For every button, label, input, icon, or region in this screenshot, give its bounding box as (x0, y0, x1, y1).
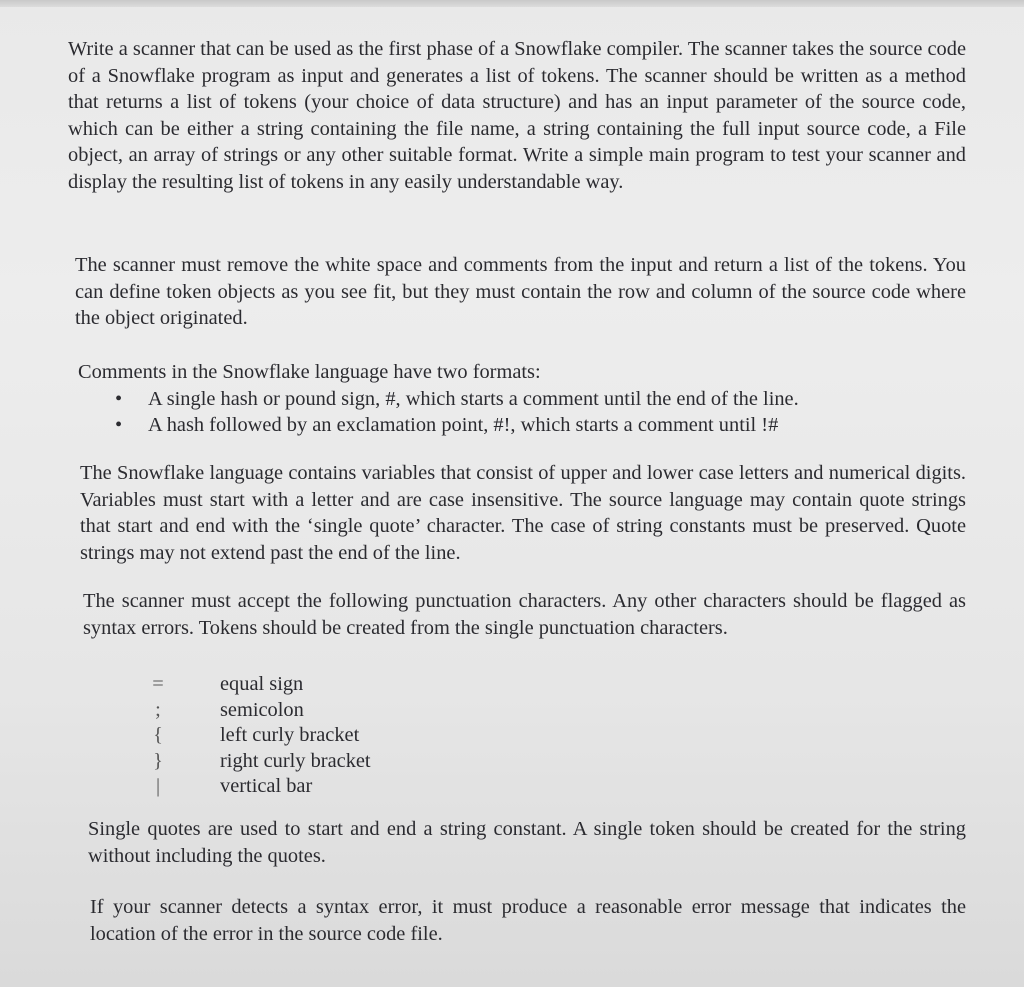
quotes-paragraph: Single quotes are used to start and end a string constant. A single token should be created for the string without including the quotes. (88, 818, 966, 867)
list-item-text: A hash followed by an exclamation point, #!, which starts a comment until !# (148, 414, 779, 436)
bullet-icon: • (115, 414, 123, 436)
bullet-icon: • (115, 387, 123, 410)
punctuation-name: equal sign (220, 673, 304, 695)
table-row (146, 698, 646, 724)
intro-paragraph: Write a scanner that can be used as the first phase of a Snowflake compiler. The scanner takes the source code of a Snowflake program as input and generates a list of tokens. The scanner should be written as a method that returns a list of tokens (your choice of data structure) and has an input parameter of the source code, which can be either a string containing the file name, a string containing the full input source code, a File object, an array of strings or any other suitable format. Write a simple main program to test your scanner and display the resulting list of tokens in any easily understandable way. (68, 38, 966, 193)
punctuation-char: | (155, 775, 161, 797)
punctuation-name: left curly bracket (220, 724, 360, 746)
table-row (146, 672, 646, 698)
punctuation-paragraph: The scanner must accept the following punctuation characters. Any other characters should be flagged as syntax errors. Tokens should be created from the single punctuation characters. (83, 590, 966, 639)
table-row (146, 723, 646, 749)
comments-list (78, 386, 966, 439)
punctuation-name: vertical bar (220, 775, 313, 797)
list-item (78, 386, 966, 413)
screen-top-edge (0, 0, 1024, 7)
errors-paragraph: If your scanner detects a syntax error, it must produce a reasonable error message that indicates the location of the error in the source code file. (90, 896, 966, 945)
punctuation-char: ; (155, 698, 161, 721)
table-row (146, 749, 646, 775)
variables-paragraph: The Snowflake language contains variables that consist of upper and lower case letters and numerical digits. Variables must start with a letter and are case insensitive. The source language may contain quote strings that start and end with the ‘single quote’ character. The case of string constants must be preserved. Quote strings may not extend past the end of the line. (80, 462, 966, 564)
whitespace-paragraph: The scanner must remove the white space and comments from the input and return a list of the tokens. You can define token objects as you see fit, but they must contain the row and column of the source code where the object originated. (75, 254, 966, 329)
punctuation-char: { (153, 724, 163, 746)
punctuation-char: } (153, 749, 163, 772)
punctuation-char: = (152, 673, 164, 695)
comments-section (78, 359, 966, 439)
punctuation-table (146, 672, 646, 800)
list-item-text: A single hash or pound sign, #, which starts a comment until the end of the line. (148, 387, 799, 410)
punctuation-name: semicolon (220, 698, 304, 721)
comments-heading: Comments in the Snowflake language have two formats: (78, 361, 541, 383)
list-item (78, 412, 966, 439)
punctuation-name: right curly bracket (220, 749, 371, 772)
table-row (146, 774, 646, 800)
